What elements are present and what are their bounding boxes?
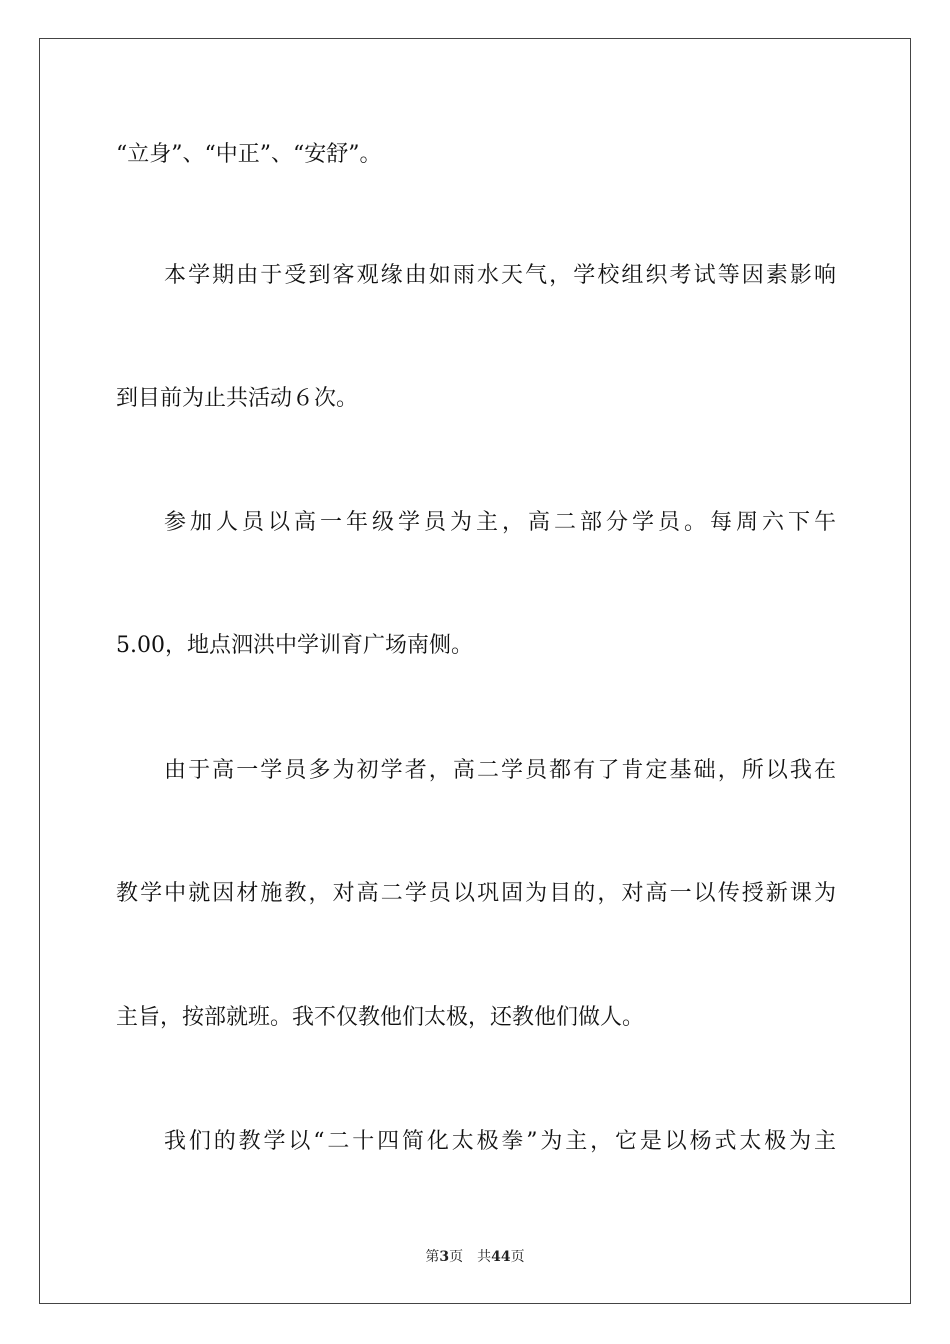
text-line-1: “立身”、“中正”、“安舒”。	[116, 142, 382, 167]
text-line-8: 主旨，按部就班。我不仅教他们太极，还教他们做人。	[116, 1005, 645, 1030]
text-line-7: 教学中就因材施教，对高二学员以巩固为目的，对高一以传授新课为	[116, 881, 836, 906]
page-footer	[0, 1248, 950, 1266]
text-line-3: 到目前为止共活动６次。	[116, 386, 359, 411]
footer-total-suffix: 页	[510, 1249, 525, 1265]
page-border	[39, 38, 911, 1304]
text-line-9: 我们的教学以“二十四简化太极拳”为主，它是以杨式太极为主	[164, 1129, 836, 1154]
text-line-4: 参加人员以高一年级学员为主，高二部分学员。每周六下午	[164, 510, 836, 535]
footer-total-pages: 44	[491, 1249, 511, 1265]
footer-page-prefix: 第	[425, 1249, 440, 1265]
footer-page-number: 3	[439, 1249, 450, 1265]
text-line-5: 5.00，地点泗洪中学训育广场南侧。	[116, 633, 473, 658]
text-line-2: 本学期由于受到客观缘由如雨水天气，学校组织考试等因素影响	[164, 263, 836, 288]
footer-total-prefix: 共	[477, 1249, 492, 1265]
footer-page-suffix: 页	[449, 1249, 464, 1265]
text-line-6: 由于高一学员多为初学者，高二学员都有了肯定基础，所以我在	[164, 758, 836, 783]
